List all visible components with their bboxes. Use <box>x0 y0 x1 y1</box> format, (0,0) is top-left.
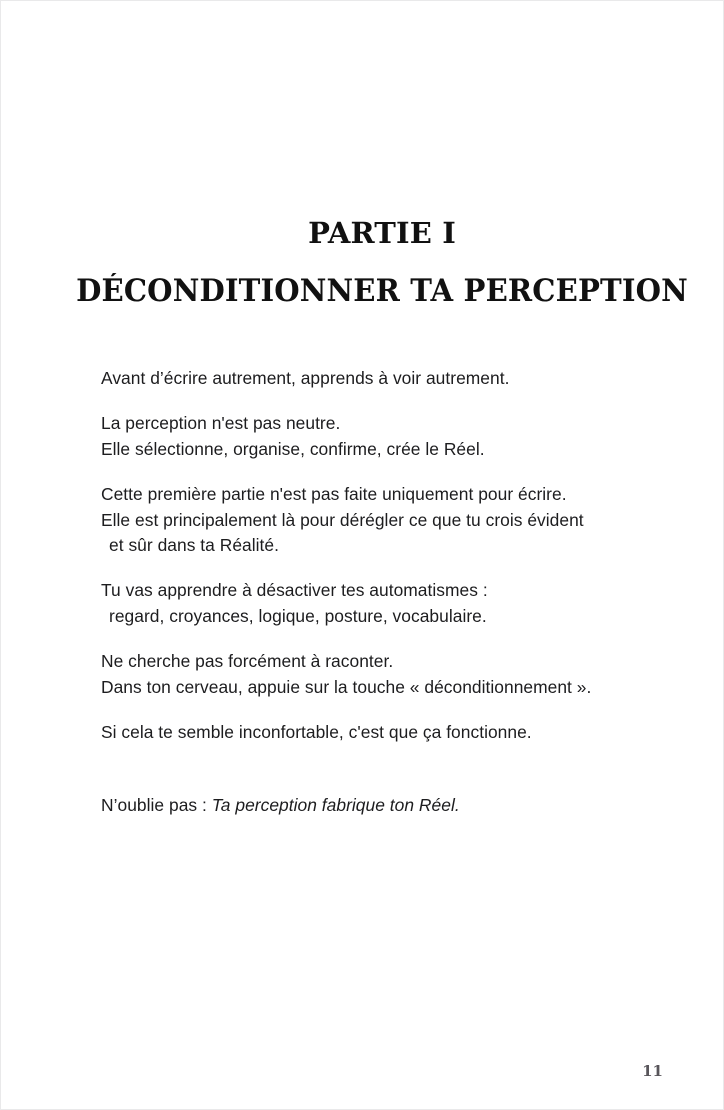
part-label: PARTIE I <box>308 216 456 250</box>
closing-paragraph <box>101 793 681 818</box>
text-line: Avant d’écrire autrement, apprends à voir autrement. <box>101 368 510 388</box>
text-line <box>101 793 681 818</box>
page-heading <box>1 213 724 311</box>
text-line: et sûr dans ta Réalité. <box>109 535 279 556</box>
paragraph <box>101 720 681 745</box>
text-line: Si cela te semble inconfortable, c'est que ça fonctionne. <box>101 722 532 743</box>
body-text <box>101 366 681 819</box>
paragraph <box>101 482 681 558</box>
text-line: Cette première partie n'est pas faite uniquement pour écrire. <box>101 484 567 505</box>
closing-emphasis: Ta perception fabrique ton Réel. <box>211 795 460 816</box>
paragraph <box>101 411 681 462</box>
text-line: Dans ton cerveau, appuie sur la touche « déconditionnement ». <box>101 676 592 697</box>
closing-lead: N’oublie pas : <box>101 795 212 816</box>
page-title: DÉCONDITIONNER TA PERCEPTION <box>76 273 688 309</box>
text-line: Tu vas apprendre à désactiver tes automatismes : <box>101 580 488 601</box>
paragraph <box>101 649 681 700</box>
page-number: 11 <box>642 1062 663 1080</box>
paragraph <box>101 578 681 629</box>
text-line: Elle sélectionne, organise, confirme, crée le Réel. <box>101 438 485 459</box>
text-line: Elle est principalement là pour dérégler ce que tu crois évident <box>101 509 584 530</box>
text-line: La perception n'est pas neutre. <box>101 413 341 434</box>
text-line: Ne cherche pas forcément à raconter. <box>101 651 394 672</box>
paragraph <box>101 366 681 391</box>
text-line: regard, croyances, logique, posture, vocabulaire. <box>109 605 487 626</box>
